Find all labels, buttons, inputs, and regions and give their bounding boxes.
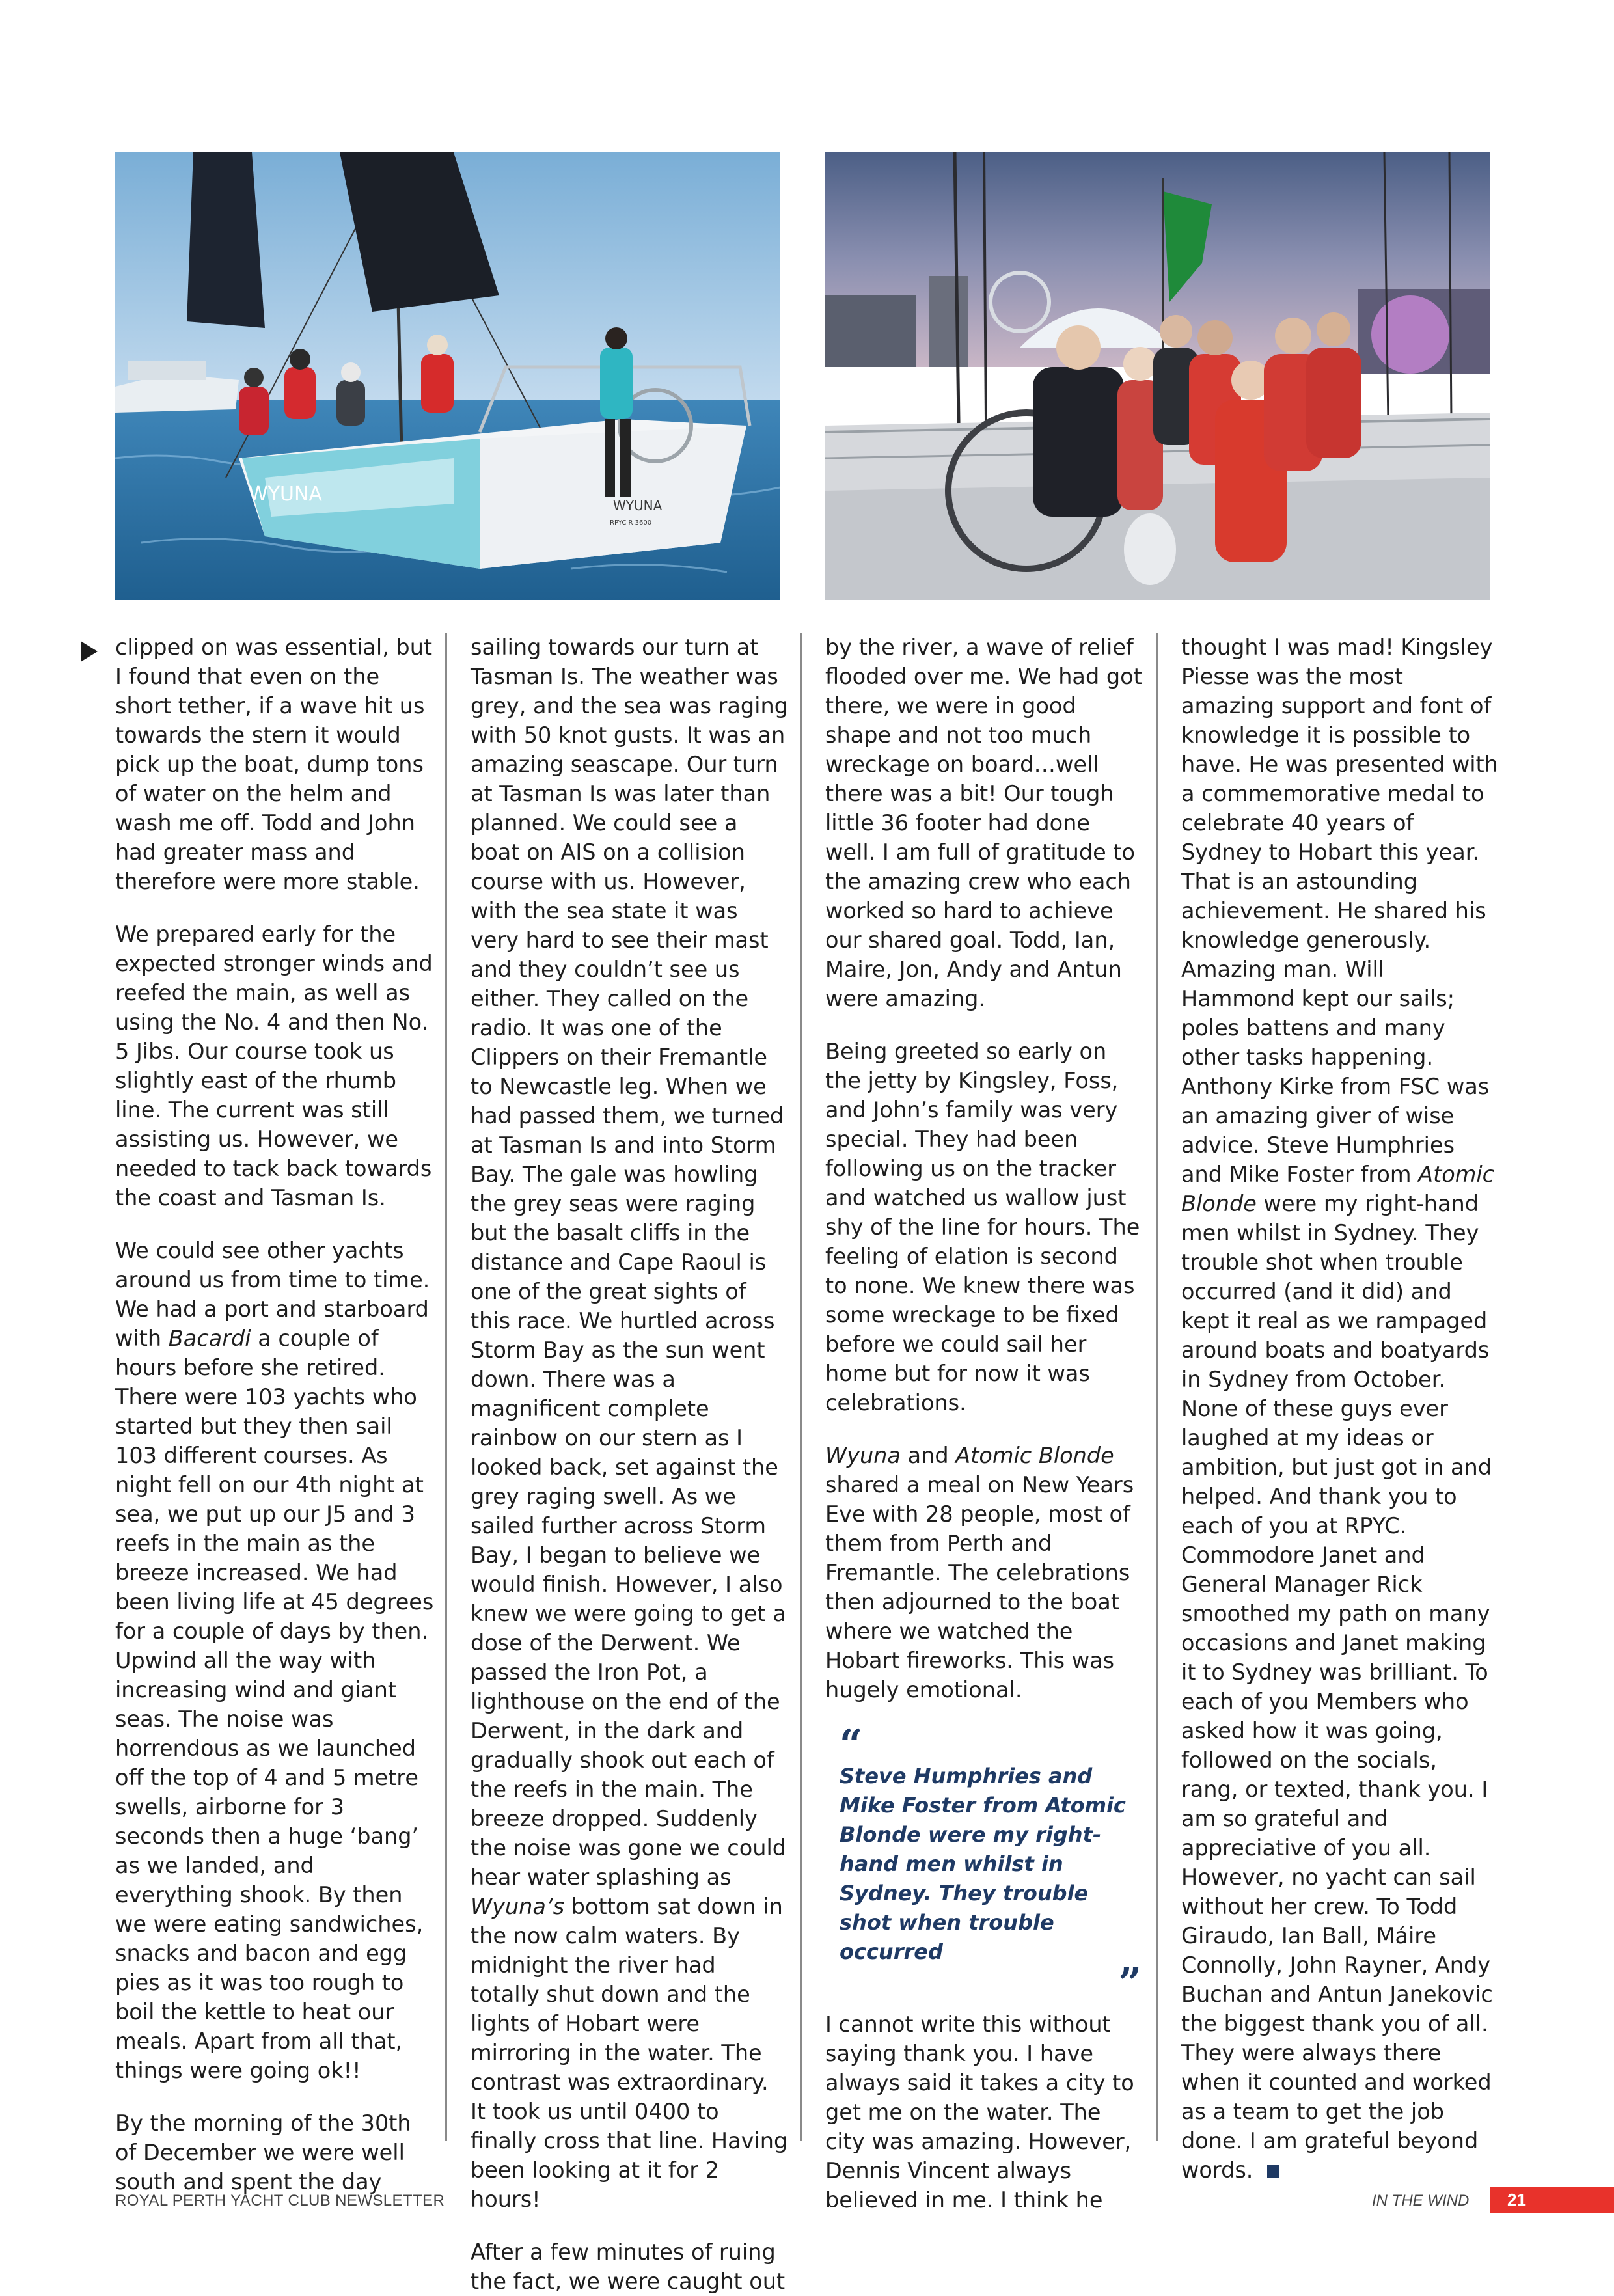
close-quote-icon: ” (1118, 1959, 1142, 2006)
paragraph: I cannot write this without saying thank you. I have always said it takes a city to get me on the water. The city was amazing. However, Dennis Vincent always believed in me. I think he (825, 2012, 1134, 2213)
page-number: 21 (1490, 2187, 1614, 2213)
paragraph: We could see other yachts around us from time to time. We had a port and starboard with Bacardi a couple of hours before she retired. There were 103 yachts who started but they then sail 103 different courses. As night fell on our 4th night at sea, we put up our J5 and 3 reefs in the main as the breeze increased. We had been living life at 45 degrees for a couple of days by then. Upwind all the way with increasing wind and giant seas. The noise was horrendous as we launched off the top of 4 and 5 metre swells, airborne for 3 seconds then a huge ‘bang’ as we landed, and everything shook. By then we were eating sandwiches, snacks and bacon and egg pies as it was too rough to boil the kettle to heat our meals. Apart from all that, things were going ok!! (115, 1238, 434, 2083)
article-column-3 (825, 633, 1144, 2215)
paragraph: thought I was mad! Kingsley Piesse was the most amazing support and font of knowledge it is possible to have. He was presented with a commemorative medal to celebrate 40 years of Sydney to Hobart this year. That is an astounding achievement. He shared his knowledge generously. Amazing man. Will Hammond kept our sails; poles battens and many other tasks happening. Anthony Kirke from FSC was an amazing giver of wise advice. Steve Humphries and Mike Foster from Atomic Blonde were my right-hand men whilst in Sydney. They trouble shot when trouble occurred (and it did) and kept it real as we rampaged around boats and boatyards in Sydney from October. None of these guys ever laughed at my ideas or ambition, but just got in and helped. And thank you to each of you at RPYC. Commodore Janet and General Manager Rick smoothed my path on many occasions and Janet making it to Sydney was brilliant. To each of you Members who asked how it was going, followed on the socials, rang, or texted, thank you. I am so grateful and appreciative of you all. However, no yacht can sail without her crew. To Todd Giraudo, Ian Ball, Máire Connolly, John Rayner, Andy Buchan and Antun Janekovic the biggest thank you of all. They were always there when it counted and worked as a team to get the job done. I am grateful beyond words. (1181, 635, 1498, 2183)
publication-name: ROYAL PERTH YACHT CLUB NEWSLETTER (115, 2192, 445, 2209)
paragraph: After a few minutes of ruing the fact, we were caught out (471, 2239, 786, 2294)
transom-name-text: WYUNA (613, 498, 663, 513)
end-of-article-icon (1267, 2165, 1279, 2178)
article-column-2 (471, 633, 789, 2296)
pull-quote (840, 1720, 1144, 2006)
column-divider (800, 633, 802, 2141)
paragraph: By the morning of the 30th of December we were well south and spent the day (115, 2111, 411, 2194)
transom-sub-text: RPYC R 3600 (610, 519, 652, 526)
crew-dock-photo (825, 152, 1490, 600)
paragraph: Being greeted so early on the jetty by Kingsley, Foss, and John’s family was very special. They had been following us on the tracker and watched us wallow just shy of the line for hours. The feeling of elation is second to none. We knew there was some wreckage to be fixed before we could sail her home but for now it was celebrations. (825, 1039, 1140, 1415)
yacht-name: Bacardi (168, 1326, 251, 1351)
column-divider (1156, 633, 1158, 2141)
pull-quote-text: Steve Humphries and Mike Foster from Atomic Blonde were my right-hand men whilst in Sydney. They trouble shot when trouble occurred (840, 1764, 1126, 1964)
column-divider (445, 633, 447, 2141)
continued-arrow-icon (81, 641, 98, 662)
article-column-1 (115, 633, 434, 2196)
yacht-sailing-photo (115, 152, 780, 600)
open-quote-icon: “ (840, 1720, 863, 1768)
paragraph: by the river, a wave of relief flooded over me. We had got there, we were in good shape and not too much wreckage on board…well there was a bit! Our tough little 36 footer had done well. I am full of gratitude to the amazing crew who each worked so hard to achieve our shared goal. Todd, Ian, Maire, Jon, Andy and Antun were amazing. (825, 635, 1142, 1011)
paragraph: sailing towards our turn at Tasman Is. The weather was grey, and the sea was raging with 50 knot gusts. It was an amazing seascape. Our turn at Tasman Is was later than planned. We could see a boat on AIS on a collision course with us. However, with the sea state it was very hard to see their mast and they couldn’t see us either. They called on the radio. It was one of the Clippers on their Fremantle to Newcastle leg. When we had passed them, we turned at Tasman Is and into Storm Bay. The gale was howling the grey seas were raging but the basalt cliffs in the distance and Cape Raoul is one of the great sights of this race. We hurtled across Storm Bay as the sun went down. There was a magnificent complete rainbow on our stern as I looked back, set against the grey raging swell. As we sailed further across Storm Bay, I began to believe we would finish. However, I also knew we were going to get a dose of the Derwent. We passed the Iron Pot, a lighthouse on the end of the Derwent, in the dark and gradually shook out each of the reefs in the main. The breeze dropped. Suddenly the noise was gone we could hear water splashing as Wyuna’s bottom sat down in the now calm waters. By midnight the river had totally shut down and the lights of Hobart were mirroring in the water. The contrast was extraordinary. It took us until 0400 to finally cross that line. Having been looking at it for 2 hours! (471, 635, 788, 2212)
section-name: IN THE WIND (1372, 2192, 1470, 2209)
yacht-name: Wyuna (825, 1443, 901, 1468)
yacht-name: Atomic Blonde (1181, 1162, 1495, 1216)
paragraph: Wyuna and Atomic Blonde shared a meal on New Years Eve with 28 people, most of them from Perth and Fremantle. The celebrations then adjourned to the boat where we watched the Hobart fireworks. This was hugely emotional. (825, 1443, 1134, 1702)
yacht-name: Atomic Blonde (955, 1443, 1114, 1468)
paragraph: We prepared early for the expected stronger winds and reefed the main, as well as using the No. 4 and then No. 5 Jibs. Our course took us slightly east of the rhumb line. The current was still assisting us. However, we needed to tack back towards the coast and Tasman Is. (115, 922, 433, 1210)
hull-name-text: WYUNA (249, 483, 322, 506)
paragraph: clipped on was essential, but I found that even on the short tether, if a wave hit us towards the stern it would pick up the boat, dump tons of water on the helm and wash me off. Todd and John had greater mass and therefore were more stable. (115, 635, 433, 894)
yacht-name: Wyuna’s (471, 1894, 565, 1919)
article-column-4 (1181, 633, 1500, 2185)
